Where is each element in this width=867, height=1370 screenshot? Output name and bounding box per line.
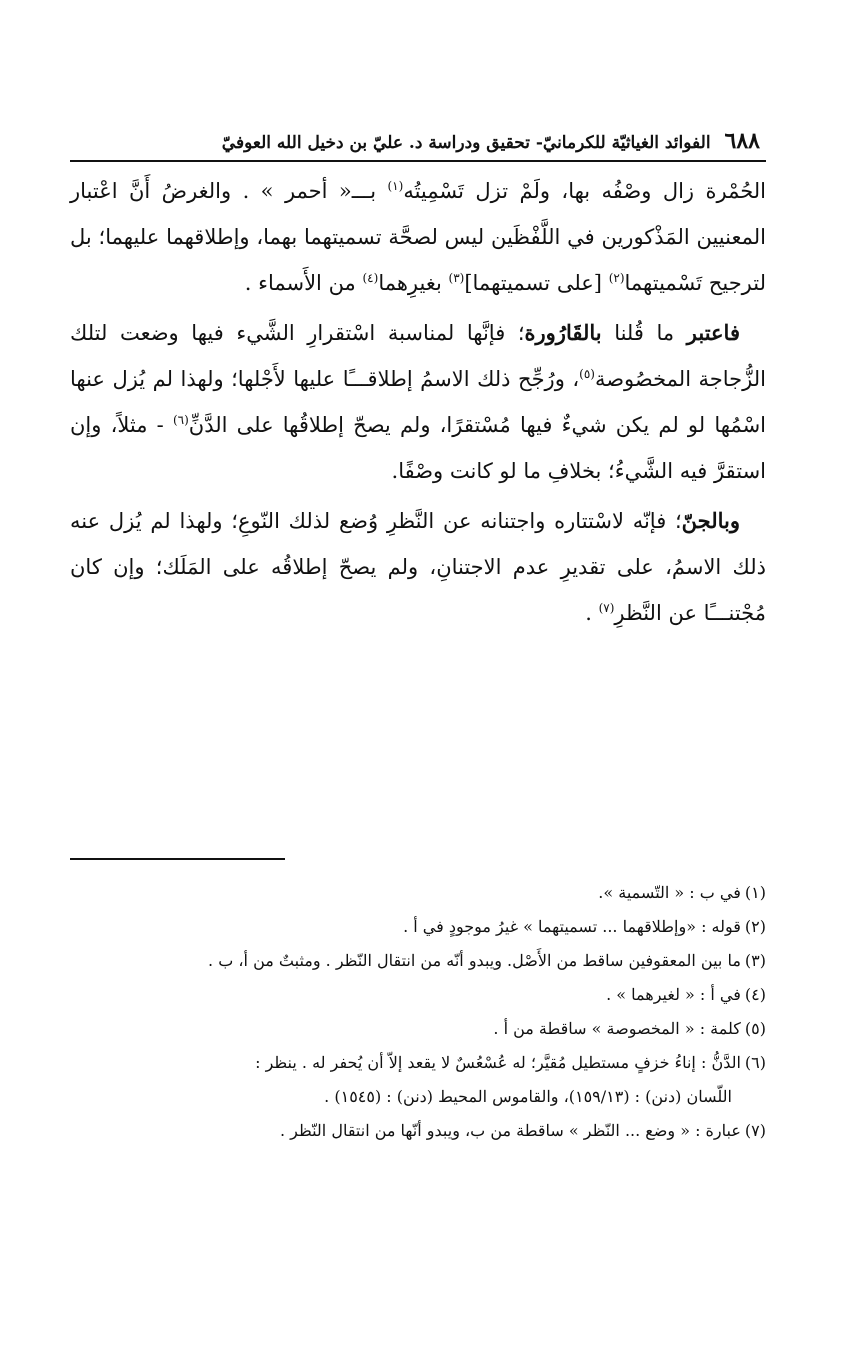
footnote-separator	[70, 858, 285, 860]
lead-word: فاعتبر	[686, 320, 740, 345]
footnote-6-continuation	[70, 1080, 766, 1114]
footnote-number: (٥)	[744, 1019, 766, 1038]
footnote-text: كلمة : « المخصوصة » ساقطة من أ .	[493, 1019, 741, 1038]
footnote-ref: (٢)	[608, 271, 625, 285]
footnotes	[70, 876, 766, 1148]
footnote-6	[70, 1046, 766, 1080]
footnote-ref: (٧)	[598, 601, 615, 615]
text-run: ؛ فإنّه لاسْتتاره واجتنانه عن النَّظرِ وُضع لذلك النّوعِ؛ ولهذا لم يُزل عنه ذلك الاسمُ، على تقديرِ عدم الاجتنانِ، ولم يصحّ إطلاقُه على المَلَك؛ وإن كان مُجْتنـــًا عن النَّظرِ	[70, 509, 766, 625]
footnote-ref: (١)	[387, 179, 404, 193]
footnote-7	[70, 1114, 766, 1148]
footnote-text: في أ : « لغيرهما » .	[606, 985, 741, 1004]
footnote-text: اللّسان (دنن) : (١٥٩/١٣)، والقاموس المحيط (دنن) : (١٥٤٥) .	[324, 1087, 732, 1106]
paragraph-2	[70, 310, 766, 494]
text-run: .	[585, 601, 599, 625]
text-run: ؛ فإنَّها لمناسبة اسْتقرارِ الشَّيء فيها وضعت لتلك الزُّجاجة المخصُوصة	[70, 321, 766, 391]
text-run: بـــ« أحمر » . والغرضُ أَنَّ اعْتبار المعنيين المَذْكورين في اللَّفْظَين ليس لصحَّة تسميتهما بهما، وإطلاقهما عليهما؛ بل لترجيح تَسْميتهما	[70, 179, 766, 295]
text-run: ما قُلنا	[601, 321, 687, 345]
text-run: - مثلاً، وإن استقرَّ فيه الشَّيءُ؛ بخلافِ ما لو كانت وصْفًا.	[70, 413, 766, 483]
text-run: [على تسميتهما]	[464, 271, 609, 295]
footnote-3	[70, 944, 766, 978]
footnote-1	[70, 876, 766, 910]
footnote-5	[70, 1012, 766, 1046]
footnote-ref: (٦)	[172, 413, 189, 427]
footnote-number: (٧)	[744, 1121, 766, 1140]
footnote-number: (٤)	[744, 985, 766, 1004]
footnote-ref: (٣)	[448, 271, 465, 285]
running-title: الفوائد الغياثيّة للكرمانيّ- تحقيق ودراسة د. عليّ بن دخيل الله العوفيّ	[221, 133, 711, 153]
footnote-text: في ب : « التّسمية ».	[598, 883, 741, 902]
footnote-number: (٦)	[744, 1053, 766, 1072]
text-run: الحُمْرة زال وصْفُه بها، ولَمْ تزل تَسْمِيتُه	[403, 179, 766, 203]
footnote-text: قوله : «وإطلاقهما ... تسميتهما » غيرُ موجودٍ في أ .	[403, 917, 741, 936]
book-page	[70, 128, 766, 1328]
main-text	[70, 168, 766, 636]
footnote-text: الدَّنُّ : إناءُ خزفٍ مستطيل مُقيَّر؛ له عُسْعُسٌ لا يقعد إلاّ أن يُحفر له . ينظر :	[255, 1053, 741, 1072]
footnote-text: ما بين المعقوفين ساقط من الأَصْل. ويبدو أنّه من انتقال النّظر . ومثبتٌ من أ، ب .	[208, 951, 741, 970]
page-number: ٦٨٨	[724, 128, 760, 154]
text-run: بغيرِهما	[378, 271, 449, 295]
lead-word: وبالجنّ	[681, 508, 740, 533]
footnote-number: (٢)	[744, 917, 766, 936]
lead-word: بالقَارُورة	[524, 320, 602, 345]
footnote-number: (١)	[744, 883, 766, 902]
text-run: من الأَسماء .	[244, 271, 363, 295]
footnote-ref: (٥)	[579, 367, 595, 381]
paragraph-1	[70, 168, 766, 306]
running-header	[70, 128, 766, 162]
footnote-number: (٣)	[744, 951, 766, 970]
footnote-4	[70, 978, 766, 1012]
paragraph-3	[70, 498, 766, 636]
text-run: ، ورُجِّح ذلك الاسمُ إطلاقـــًا عليها لأَجْلها؛ ولهذا لم يُزل عنها اسْمُها لو لم يكن شيءٌ فيها مُسْتقرًا، ولم يصحّ إطلاقُها على الدَّنِّ	[70, 367, 766, 437]
footnote-2	[70, 910, 766, 944]
footnote-text: عبارة : « وضع ... النّظر » ساقطة من ب، ويبدو أنّها من انتقال النّظر .	[279, 1121, 741, 1140]
footnote-ref: (٤)	[362, 271, 379, 285]
